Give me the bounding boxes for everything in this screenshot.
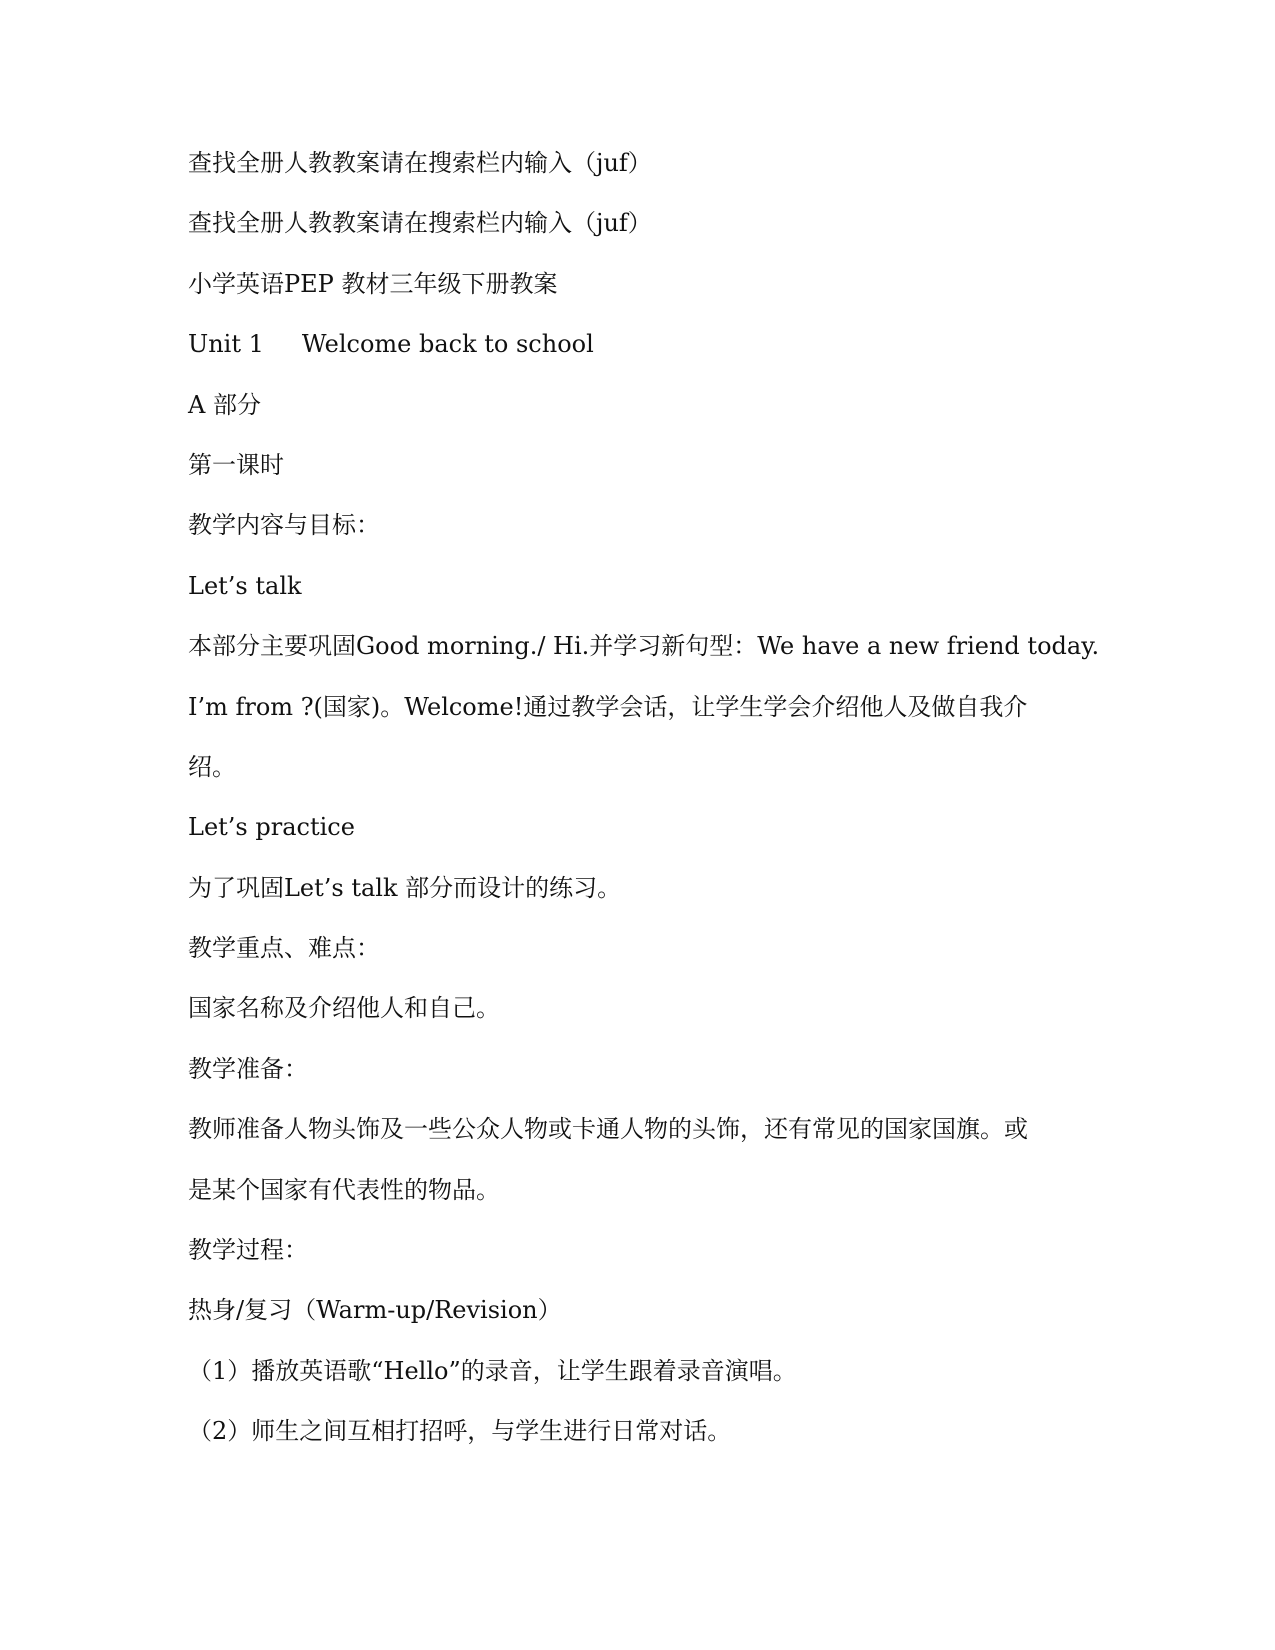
lets-talk-heading: Let’s talk	[188, 571, 302, 600]
list-item: （2）师生之间互相打招呼，与学生进行日常对话。	[188, 1417, 732, 1446]
process-heading: 教学过程：	[188, 1236, 308, 1265]
search-hint-line-2: 查找全册人教教案请在搜索栏内输入（juf）	[188, 209, 652, 238]
paragraph-line: 教师准备人物头饰及一些公众人物或卡通人物的头饰，还有常见的国家国旗。或	[188, 1115, 1028, 1144]
document-title: 小学英语PEP 教材三年级下册教案	[188, 269, 558, 298]
unit-name: Welcome back to school	[301, 330, 594, 359]
paragraph-line: I’m from ?(国家)。Welcome!通过教学会话，让学生学会介绍他人及做自我介	[188, 692, 1028, 721]
document-body	[188, 146, 1100, 1475]
lesson-heading: 第一课时	[188, 450, 284, 479]
unit-heading	[188, 327, 1068, 387]
warmup-heading: 热身/复习（Warm-up/Revision）	[188, 1296, 562, 1325]
section-heading: A 部分	[188, 390, 261, 419]
unit-label: Unit 1	[188, 330, 264, 359]
list-item: （1）播放英语歌“Hello”的录音，让学生跟着录音演唱。	[188, 1356, 797, 1385]
paragraph-line: 绍。	[188, 752, 236, 781]
preparation-heading: 教学准备：	[188, 1054, 308, 1083]
paragraph-line: 是某个国家有代表性的物品。	[188, 1175, 500, 1204]
key-points-heading: 教学重点、难点：	[188, 934, 380, 963]
lets-practice-heading: Let’s practice	[188, 813, 355, 842]
paragraph-line: 为了巩固Let’s talk 部分而设计的练习。	[188, 873, 622, 902]
paragraph-line: 国家名称及介绍他人和自己。	[188, 994, 500, 1023]
paragraph-line: 本部分主要巩固Good morning./ Hi.并学习新句型：We have a new friend today.	[188, 632, 1100, 661]
content-goals-heading: 教学内容与目标：	[188, 511, 380, 540]
search-hint-line-1: 查找全册人教教案请在搜索栏内输入（juf）	[188, 149, 652, 177]
